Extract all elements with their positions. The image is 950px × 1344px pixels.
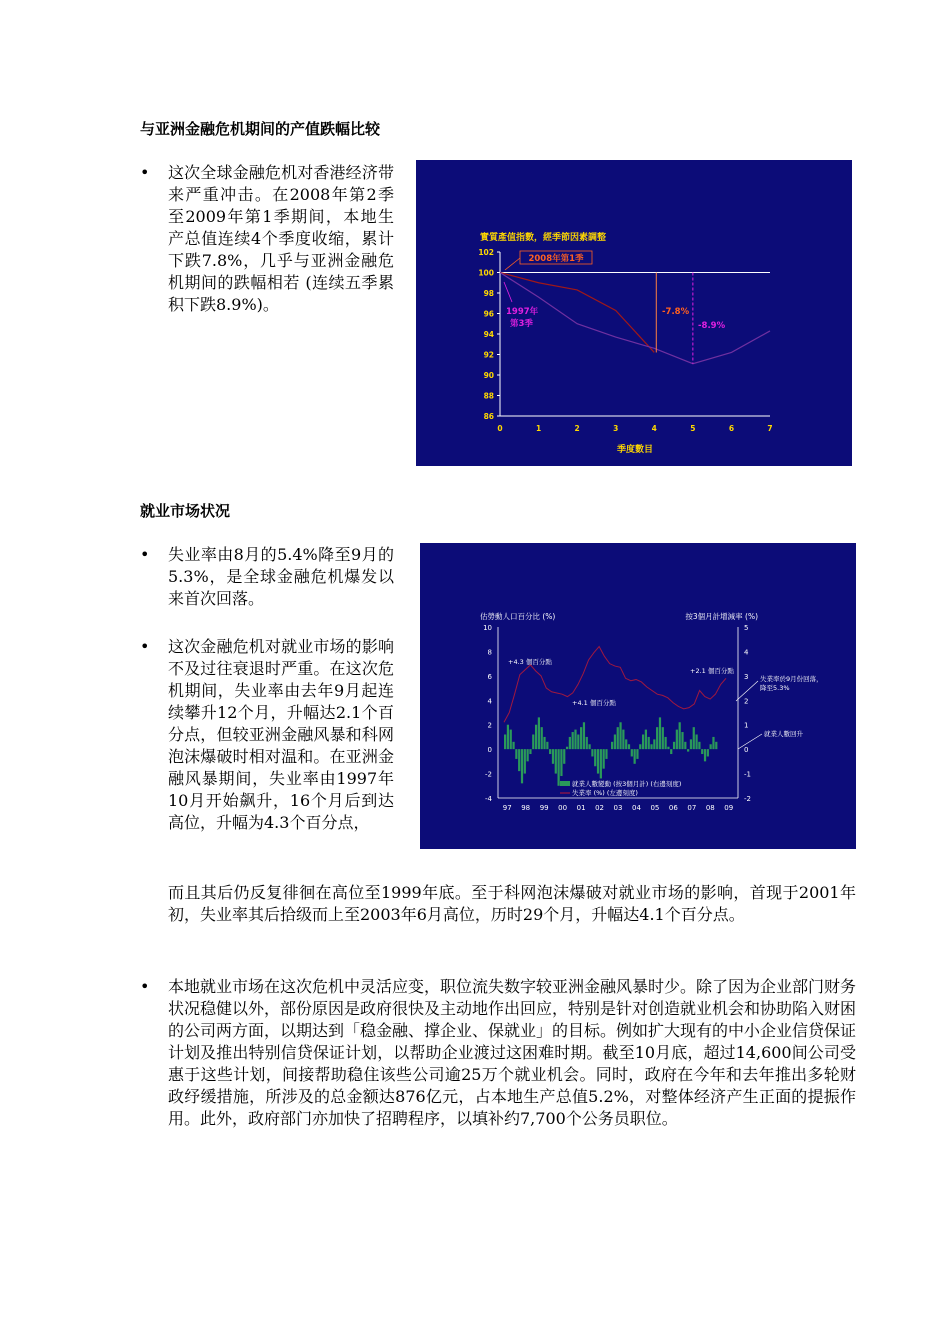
employment-bar xyxy=(521,749,523,783)
x-tick-label: 05 xyxy=(650,804,660,812)
x-tick-label: 01 xyxy=(576,804,586,812)
y-tick-label: 100 xyxy=(478,268,494,278)
series-line-2 xyxy=(500,273,770,364)
employment-bar xyxy=(597,749,599,773)
left-tick-label: -4 xyxy=(485,795,492,803)
x-tick-label: 0 xyxy=(497,424,503,433)
paragraph-crisis-impact-part2: 而且其后仍反复徘徊在高位至1999年底。至于科网泡沫爆破对就业市场的影响，首现于2001年初，失业率其后拾级而上至2003年6月高位，历时29个月，升幅达4.1个百分点。 xyxy=(168,883,856,924)
employment-bar xyxy=(715,742,717,749)
employment-bar xyxy=(653,739,655,749)
employment-bar xyxy=(617,727,619,749)
annotation-plus-4-3: +4.3 個百分點 xyxy=(508,658,552,666)
employment-bar xyxy=(698,742,700,749)
employment-bar xyxy=(574,730,576,750)
employment-bar xyxy=(600,749,602,778)
employment-bar xyxy=(538,717,540,749)
x-tick-label: 00 xyxy=(558,804,568,812)
y-tick-label: 86 xyxy=(483,412,494,421)
annotation-unemployment-fall-line2: 降至5.3% xyxy=(760,684,790,692)
annotation-plus-4-1: +4.1 個百分點 xyxy=(572,699,616,707)
employment-bar xyxy=(712,737,714,749)
employment-bar xyxy=(552,749,554,764)
chart-title: 實質產值指數，經季節因素調整 xyxy=(480,233,607,243)
section-heading-gdp: 与亚洲金融危机期间的产值跌幅比较 xyxy=(140,120,381,138)
y-tick-label: 96 xyxy=(483,309,494,319)
annotation-plus-2-1: +2.1 個百分點 xyxy=(690,667,734,675)
employment-bar xyxy=(558,749,560,786)
y-tick-label: 102 xyxy=(478,248,494,257)
employment-bar xyxy=(707,749,709,756)
x-tick-label: 99 xyxy=(539,804,549,812)
employment-bar xyxy=(594,749,596,766)
legend-swatch-bars xyxy=(560,781,570,786)
employment-bar xyxy=(622,730,624,750)
employment-bar xyxy=(507,725,509,749)
annotation-pointer-2008 xyxy=(505,258,520,270)
employment-bar xyxy=(560,749,562,776)
employment-bar xyxy=(645,730,647,750)
employment-bar xyxy=(543,737,545,749)
annotation-pointer-1997 xyxy=(504,282,512,302)
paragraph-job-market: 本地就业市场在这次危机中灵活应变，职位流失数字较亚洲金融风暴时少。除了因为企业部门财务状况稳健以外，部份原因是政府很快及主动地作出回应，特别是针对创造就业机会和协助陷入财困的公司两方面，以期达到「稳金融、撑企业、保就业」的目标。例如扩大现有的中小企业信贷保证计划及推出特别信贷保证计划，以帮助企业渡过这困难时期。截至10月底，超过14,600间公司受惠于这些计划，间接帮助稳住该些公司逾25万个就业机会。同时，政府在今年和去年推出多轮财政纾缓措施，所涉及的总金额达876亿元，占本地生产总值5.2%，对整体经济产生正面的提振作用。此外，政府部门亦加快了招聘程序，以填补约7,700个公务员职位。 xyxy=(168,977,857,1128)
employment-bar xyxy=(710,744,712,749)
employment-bar xyxy=(679,722,681,749)
bullet-dot: • xyxy=(140,545,150,564)
x-axis-label: 季度數目 xyxy=(616,445,654,455)
annotation-unemployment-fall-line1: 失業率於9月份回落， xyxy=(760,675,823,683)
employment-bar xyxy=(684,742,686,749)
annotation-minus-7-8: -7.8% xyxy=(662,307,690,317)
employment-bar xyxy=(555,749,557,773)
left-tick-label: -2 xyxy=(485,770,492,779)
y-tick-label: 90 xyxy=(483,371,494,380)
employment-bar xyxy=(662,727,664,749)
employment-bar xyxy=(693,727,695,749)
bullet-dot: • xyxy=(140,163,150,182)
bullet-dot: • xyxy=(140,977,150,996)
employment-bar xyxy=(583,722,585,749)
paragraph-crisis-impact-part1: 这次金融危机对就业市场的影响不及过往衰退时严重。在这次危机期间，失业率由去年9月起连续攀升12个月，升幅达2.1个百分点，但较亚洲金融风暴和科网泡沫爆破时相对温和。在亚洲金融风暴期间，失业率由1997年10月开始飙升，16个月后到达高位，升幅为4.3个百分点， xyxy=(168,637,394,832)
y-tick-label: 88 xyxy=(483,391,494,401)
employment-bar xyxy=(667,747,669,749)
employment-bar xyxy=(628,744,630,749)
left-tick-label: 4 xyxy=(487,697,492,706)
employment-bar xyxy=(634,749,636,764)
employment-bar xyxy=(648,737,650,749)
employment-bar xyxy=(625,739,627,749)
x-tick-label: 04 xyxy=(632,804,641,812)
employment-chart xyxy=(420,543,856,849)
right-axis-label: 按3個月計增減率 (%) xyxy=(685,612,758,621)
left-tick-label: 10 xyxy=(483,624,492,632)
x-tick-label: 4 xyxy=(651,424,657,433)
right-tick-label: 3 xyxy=(744,672,749,681)
employment-bar xyxy=(639,744,641,749)
paragraph-unemployment-drop: 失业率由8月的5.4%降至9月的5.3%，是全球金融危机爆发以来首次回落。 xyxy=(168,545,394,608)
employment-bar xyxy=(603,749,605,769)
employment-bar xyxy=(577,734,579,749)
right-tick-label: 5 xyxy=(744,624,749,632)
x-tick-label: 2 xyxy=(574,424,580,433)
left-axis-label: 估勞動人口百分比 (%) xyxy=(480,612,556,621)
employment-bar xyxy=(588,744,590,749)
employment-bar xyxy=(681,732,683,749)
employment-bar xyxy=(541,727,543,749)
employment-bar xyxy=(504,734,506,749)
employment-chart-svg xyxy=(420,543,856,849)
employment-bar xyxy=(532,734,534,749)
x-tick-label: 06 xyxy=(668,804,678,812)
employment-bar xyxy=(665,737,667,749)
left-tick-label: 0 xyxy=(487,746,492,755)
right-tick-label: 0 xyxy=(744,746,749,755)
right-tick-label: 4 xyxy=(744,648,749,657)
x-tick-label: 1 xyxy=(535,424,542,433)
x-tick-label: 98 xyxy=(521,804,531,812)
y-tick-label: 92 xyxy=(483,350,494,360)
employment-bar xyxy=(549,749,551,754)
employment-bar xyxy=(611,742,613,749)
left-tick-label: 2 xyxy=(487,721,492,730)
employment-bar xyxy=(673,742,675,749)
annotation-minus-8-9: -8.9% xyxy=(698,321,726,331)
employment-bar xyxy=(529,749,531,754)
gdp-chart xyxy=(416,160,852,466)
paragraph-gdp: 这次全球金融危机对香港经济带来严重冲击。在2008年第2季至2009年第1季期间，本地生产总值连续4个季度收缩，累计下跌7.8%，几乎与亚洲金融危机期间的跌幅相若 (连续五季累积下跌8.9%)。 xyxy=(168,163,394,314)
employment-bar xyxy=(605,749,607,759)
employment-bar xyxy=(642,734,644,749)
x-tick-label: 97 xyxy=(502,804,512,812)
employment-bar xyxy=(704,749,706,761)
employment-bar xyxy=(518,749,520,771)
employment-bar xyxy=(535,725,537,749)
employment-bar xyxy=(676,730,678,750)
bullet-dot: • xyxy=(140,637,150,656)
employment-bar xyxy=(614,734,616,749)
employment-bar xyxy=(572,732,574,749)
x-tick-label: 07 xyxy=(687,804,697,812)
x-tick-label: 7 xyxy=(767,424,773,433)
employment-bar xyxy=(566,747,568,749)
right-tick-label: 2 xyxy=(744,697,749,706)
employment-bar xyxy=(656,727,658,749)
annotation-pointer-2 xyxy=(738,734,762,749)
y-tick-label: 98 xyxy=(483,289,494,298)
employment-bar xyxy=(690,739,692,749)
employment-bar xyxy=(636,749,638,759)
employment-bar xyxy=(569,737,571,749)
employment-bar xyxy=(580,727,582,749)
right-tick-label: 1 xyxy=(744,721,749,730)
right-tick-label: -1 xyxy=(744,770,751,779)
right-tick-label: -2 xyxy=(744,795,751,803)
employment-bar xyxy=(687,749,689,751)
employment-bar xyxy=(670,749,672,754)
left-tick-label: 6 xyxy=(487,672,492,681)
x-tick-label: 3 xyxy=(613,424,619,433)
x-tick-label: 03 xyxy=(613,804,623,812)
employment-bar xyxy=(524,749,526,773)
left-tick-label: 8 xyxy=(487,648,492,657)
annotation-1997-q3-line2: 第3季 xyxy=(510,319,533,329)
y-tick-label: 94 xyxy=(483,330,494,339)
x-tick-label: 08 xyxy=(705,804,715,812)
x-tick-label: 5 xyxy=(690,424,696,433)
employment-bar xyxy=(512,742,514,749)
x-tick-label: 09 xyxy=(724,804,734,812)
legend-label-line: 失業率 (%) (左邊刻度) xyxy=(572,789,638,797)
section-heading-employment: 就业市场状况 xyxy=(140,502,231,520)
employment-bar xyxy=(563,749,565,764)
employment-bar xyxy=(515,749,517,759)
employment-bar xyxy=(591,749,593,756)
legend-label-bars: 就業人數變動 (按3個月計) (右邊刻度) xyxy=(572,780,682,788)
gdp-chart-svg xyxy=(416,160,852,466)
x-tick-label: 6 xyxy=(728,424,735,433)
employment-bar xyxy=(619,722,621,749)
employment-bar xyxy=(701,749,703,754)
annotation-2008-q1: 2008年第1季 xyxy=(528,254,584,264)
employment-bar xyxy=(510,730,512,750)
employment-bar xyxy=(695,734,697,749)
employment-bar xyxy=(586,737,588,749)
employment-bar xyxy=(650,744,652,749)
annotation-employment-recover: 就業人數回升 xyxy=(764,730,803,738)
x-tick-label: 02 xyxy=(595,804,604,812)
annotation-1997-q3-line1: 1997年 xyxy=(506,307,539,317)
employment-bar xyxy=(546,742,548,749)
employment-bar xyxy=(659,717,661,749)
employment-bar xyxy=(527,749,529,761)
employment-bar xyxy=(631,749,633,756)
